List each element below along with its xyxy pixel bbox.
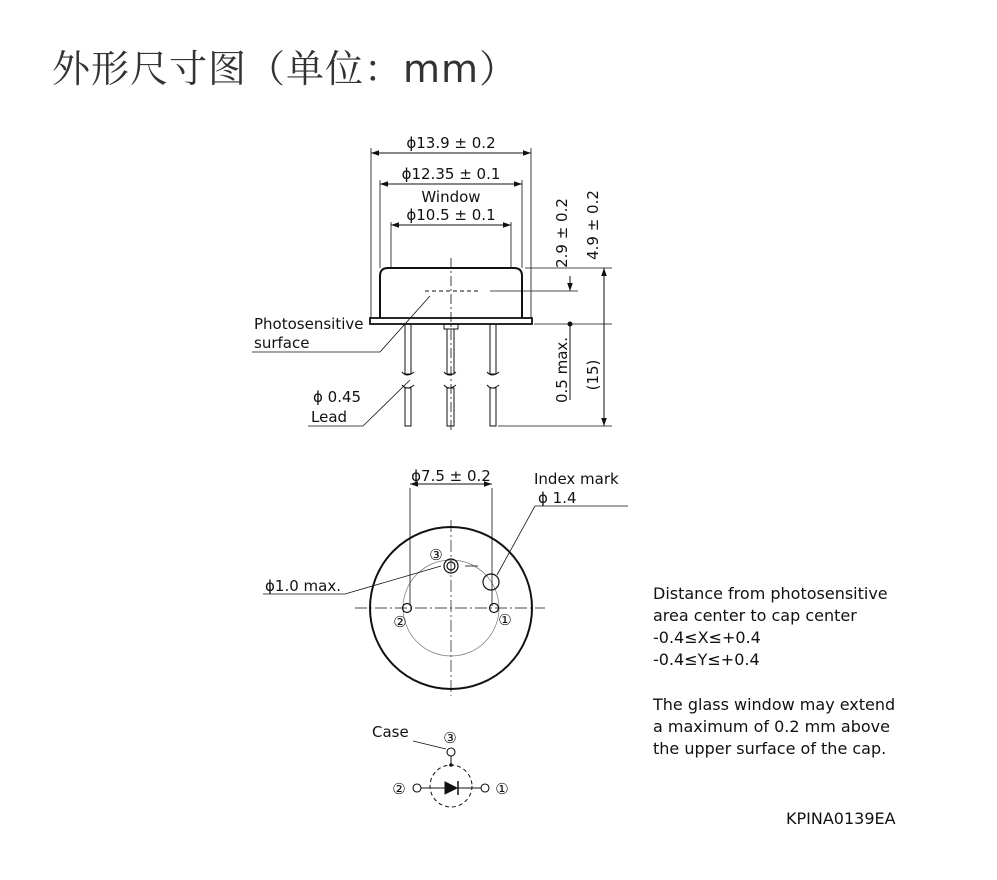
dim-cap-height: 2.9 ± 0.2 (553, 198, 571, 268)
lead-label: Lead (311, 408, 348, 426)
drawing-code: KPINA0139EA (786, 809, 896, 828)
note-line: a maximum of 0.2 mm above (653, 717, 890, 736)
surface-label: surface (254, 334, 310, 352)
pin-2-label: ② (393, 613, 407, 631)
dim-lead-length: (15) (584, 359, 602, 391)
dim-pitch-circle: ϕ7.5 ± 0.2 (411, 467, 491, 485)
dim-outer-diameter: ϕ13.9 ± 0.2 (406, 134, 496, 152)
schematic-pin-2: ② (392, 780, 406, 798)
index-mark-diameter: ϕ 1.4 (538, 489, 577, 507)
schematic-pin-3: ③ (443, 729, 457, 747)
side-view-labels (254, 134, 602, 426)
tolerance-note (653, 583, 888, 671)
schematic-pin-1: ① (495, 780, 509, 798)
glass-window-note (653, 694, 895, 760)
case-label: Case (372, 723, 409, 741)
note-line: the upper surface of the cap. (653, 739, 887, 758)
pin-schematic (413, 741, 489, 807)
note-line: -0.4≤X≤+0.4 (653, 628, 761, 647)
note-line: -0.4≤Y≤+0.4 (653, 650, 760, 669)
pin-diameter: ϕ1.0 max. (265, 577, 341, 595)
dim-inner-diameter: ϕ12.35 ± 0.1 (401, 165, 501, 183)
note-line: The glass window may extend (653, 695, 896, 714)
photosensitive-label: Photosensitive (254, 315, 364, 333)
window-label: Window (421, 188, 481, 206)
lead-diameter: ϕ 0.45 (313, 388, 362, 406)
index-mark-label: Index mark (534, 470, 619, 488)
page-title: 外形尺寸图（单位：mm） (52, 47, 519, 91)
note-line: area center to cap center (653, 606, 857, 625)
dim-window-diameter: ϕ10.5 ± 0.1 (406, 206, 496, 224)
dim-base-thickness: 0.5 max. (553, 336, 571, 404)
bottom-view-labels (265, 467, 619, 631)
pin-1-label: ① (498, 611, 512, 629)
pin-3-label: ③ (429, 546, 443, 564)
note-line: Distance from photosensitive (653, 584, 888, 603)
dim-total-height: 4.9 ± 0.2 (584, 190, 602, 260)
